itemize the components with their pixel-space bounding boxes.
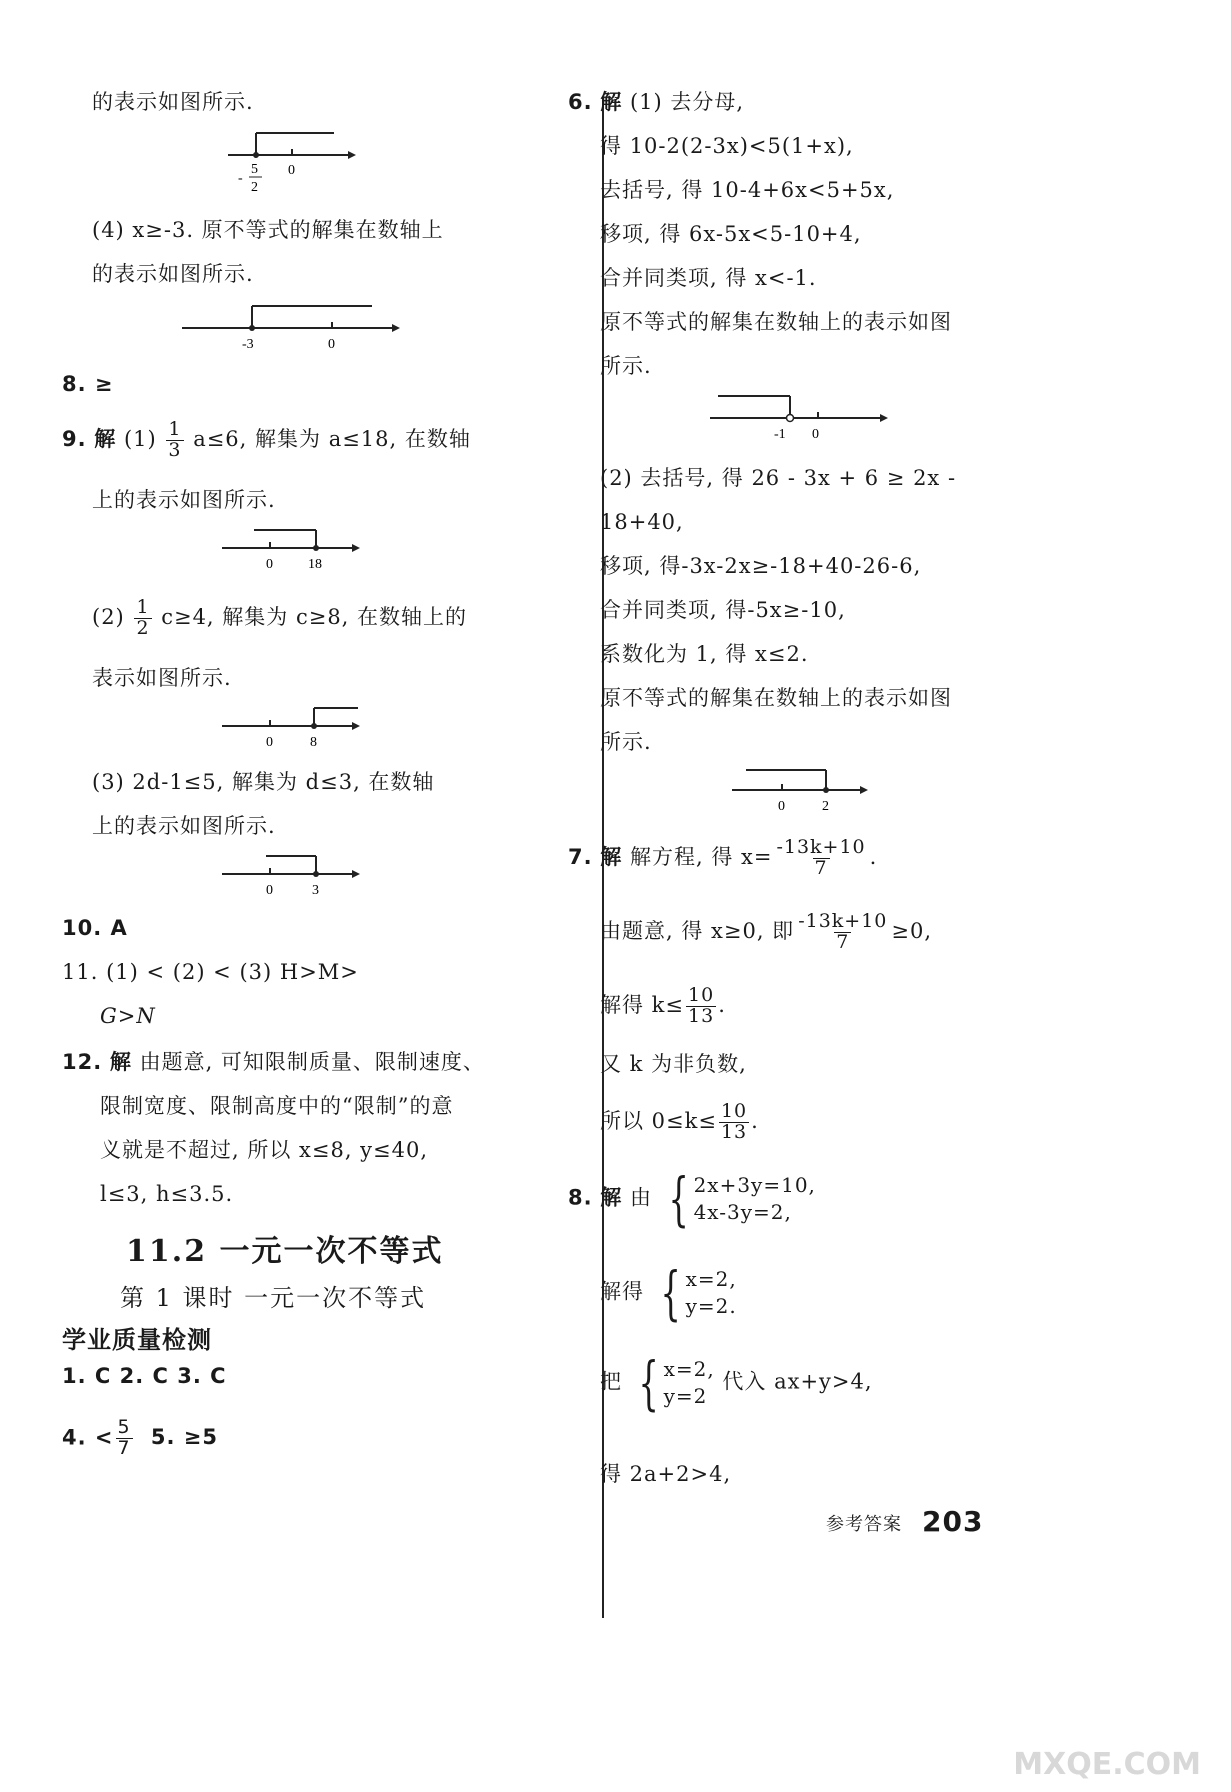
question-number: 12. (62, 1050, 103, 1074)
text-line: 限制宽度、限制高度中的“限制”的意 (100, 1094, 454, 1118)
answer-9-line-1 (62, 420, 471, 461)
text: (1) 去分母, (629, 90, 745, 114)
number-line-2 (176, 296, 406, 356)
fraction: $\frac{10}{13}$ (720, 1100, 748, 1143)
text: 由题意, 得 x≥0, 即 (600, 918, 795, 943)
tick-label: 3 (312, 883, 319, 898)
fraction: $\frac{-13k+10}{7}$ (776, 836, 866, 879)
page-number: 203 (922, 1505, 984, 1538)
text: . (869, 844, 878, 869)
lesson-subtitle: 第 1 课时 一元一次不等式 (120, 1284, 427, 1312)
text: (1) (123, 426, 157, 451)
section-title: 11.2 一元一次不等式 (126, 1234, 444, 1269)
answer-11-cont: G>N (100, 1004, 156, 1028)
text-line: (2) 去括号, 得 26 - 3x + 6 ≥ 2x - (600, 466, 957, 490)
answer-11: 11. (1) < (2) < (3) H>M> (62, 960, 359, 984)
text-line: 的表示如图所示. (92, 90, 254, 114)
answer-8: 8. ≥ (62, 372, 114, 396)
text-line: 所示. (600, 730, 652, 754)
answer-7-line-1 (568, 838, 877, 879)
text-line: 所示. (600, 354, 652, 378)
answer-8-line-2 (600, 1259, 737, 1327)
answer-9-2-line (92, 598, 467, 639)
footer-label: 参考答案 (826, 1514, 902, 1535)
text-line: 原不等式的解集在数轴上的表示如图 (600, 686, 952, 710)
text-line: 去括号, 得 10-4+6x<5+5x, (600, 178, 895, 202)
text: 由题意, 可知限制质量、限制速度、 (139, 1050, 485, 1074)
text: 所以 0≤k≤ (600, 1108, 717, 1133)
text: (2) (92, 604, 125, 629)
text: 把 (600, 1369, 622, 1394)
tick-label: 5 (251, 162, 258, 177)
tick-label: - (238, 171, 243, 186)
section-heading: 学业质量检测 (62, 1325, 212, 1354)
answer-7-line-2 (600, 912, 932, 953)
equation-system: { 2x+3y=10, 4x-3y=2, (668, 1165, 816, 1233)
text: 代入 ax+y>4, (722, 1369, 873, 1394)
number-line-1 (222, 128, 362, 198)
question-number: 9. (62, 426, 87, 451)
text-line: 移项, 得 6x-5x<5-10+4, (600, 222, 862, 246)
tick-label: 0 (266, 883, 273, 898)
answer-10: 10. A (62, 916, 128, 940)
text-line: 得 2a+2>4, (600, 1462, 732, 1486)
text-line: 合并同类项, 得 x<-1. (600, 266, 817, 290)
question-number: 8. (568, 1185, 593, 1210)
answer-7-line-3 (600, 986, 726, 1027)
text: ≥0, (891, 918, 933, 943)
watermark: MXQE.COM (1013, 1747, 1201, 1782)
jie-label: 解 (600, 844, 623, 869)
number-line-5 (218, 852, 368, 902)
text-line: 18+40, (600, 510, 684, 534)
tick-label: 2 (251, 180, 258, 195)
fraction: $\frac{1}{2}$ (136, 596, 150, 639)
text: . (718, 992, 726, 1017)
text-line: 又 k 为非负数, (600, 1052, 747, 1076)
text: 解方程, 得 x= (629, 844, 773, 869)
jie-label: 解 (109, 1050, 132, 1074)
answer-12-line-1 (62, 1052, 485, 1073)
text: 5. ≥5 (150, 1425, 219, 1450)
jie-label: 解 (600, 90, 623, 114)
tick-label: 18 (308, 557, 322, 572)
fraction: $\frac{1}{3}$ (168, 418, 182, 461)
fraction: $\frac{5}{7}$ (117, 1416, 131, 1459)
text: 由 (629, 1185, 652, 1210)
text-line: 表示如图所示. (92, 666, 232, 690)
text: a≤6, 解集为 a≤18, 在数轴 (193, 426, 471, 451)
text-line: 移项, 得-3x-2x≥-18+40-26-6, (600, 554, 922, 578)
text-line: 合并同类项, 得-5x≥-10, (600, 598, 846, 622)
answers-1-3: 1. C 2. C 3. C (62, 1364, 227, 1388)
solution-system: { x=2, y=2. (660, 1259, 737, 1327)
question-number: 7. (568, 844, 593, 869)
answer-8-line-3 (600, 1349, 873, 1417)
answer-7-line-5 (600, 1102, 759, 1143)
text-line: 义就是不超过, 所以 x≤8, y≤40, (100, 1138, 429, 1162)
text: . (751, 1108, 759, 1133)
tick-label: 0 (812, 427, 819, 442)
jie-label: 解 (94, 426, 117, 451)
text: 解得 (600, 1279, 644, 1304)
fraction: $\frac{10}{13}$ (688, 984, 715, 1027)
text-line: 系数化为 1, 得 x≤2. (600, 642, 809, 666)
text: 4. < (62, 1425, 114, 1450)
text-line: (3) 2d-1≤5, 解集为 d≤3, 在数轴 (92, 770, 435, 794)
fraction: $\frac{-13k+10}{7}$ (798, 910, 888, 953)
answer-8-line-1 (568, 1165, 816, 1233)
tick-label: -1 (774, 427, 786, 442)
number-line-7 (728, 766, 878, 822)
tick-label: 0 (288, 163, 295, 178)
text-line: 的表示如图所示. (92, 262, 254, 286)
jie-label: 解 (600, 1185, 623, 1210)
tick-label: 0 (266, 557, 273, 572)
text: 解得 k≤ (600, 992, 684, 1017)
answer-6-line-1 (568, 92, 744, 113)
tick-label: 0 (778, 799, 785, 814)
tick-label: 0 (266, 735, 273, 750)
text-line: 原不等式的解集在数轴上的表示如图 (600, 310, 952, 334)
text-line: 上的表示如图所示. (92, 488, 276, 512)
number-line-3 (218, 526, 368, 576)
answers-4-5 (62, 1418, 218, 1459)
question-number: 6. (568, 90, 593, 114)
tick-label: 2 (822, 799, 829, 814)
text-line: 上的表示如图所示. (92, 814, 276, 838)
tick-label: 8 (310, 735, 317, 750)
text-line: l≤3, h≤3.5. (100, 1182, 234, 1206)
tick-label: 0 (328, 337, 335, 352)
number-line-4 (218, 704, 368, 754)
text: c≥4, 解集为 c≥8, 在数轴上的 (161, 604, 468, 629)
number-line-6 (706, 390, 896, 446)
text-line: (4) x≥-3. 原不等式的解集在数轴上 (92, 218, 444, 242)
text-line: 得 10-2(2-3x)<5(1+x), (600, 134, 854, 158)
substitution-system: { x=2, y=2 (638, 1349, 715, 1417)
tick-label: -3 (242, 337, 254, 352)
